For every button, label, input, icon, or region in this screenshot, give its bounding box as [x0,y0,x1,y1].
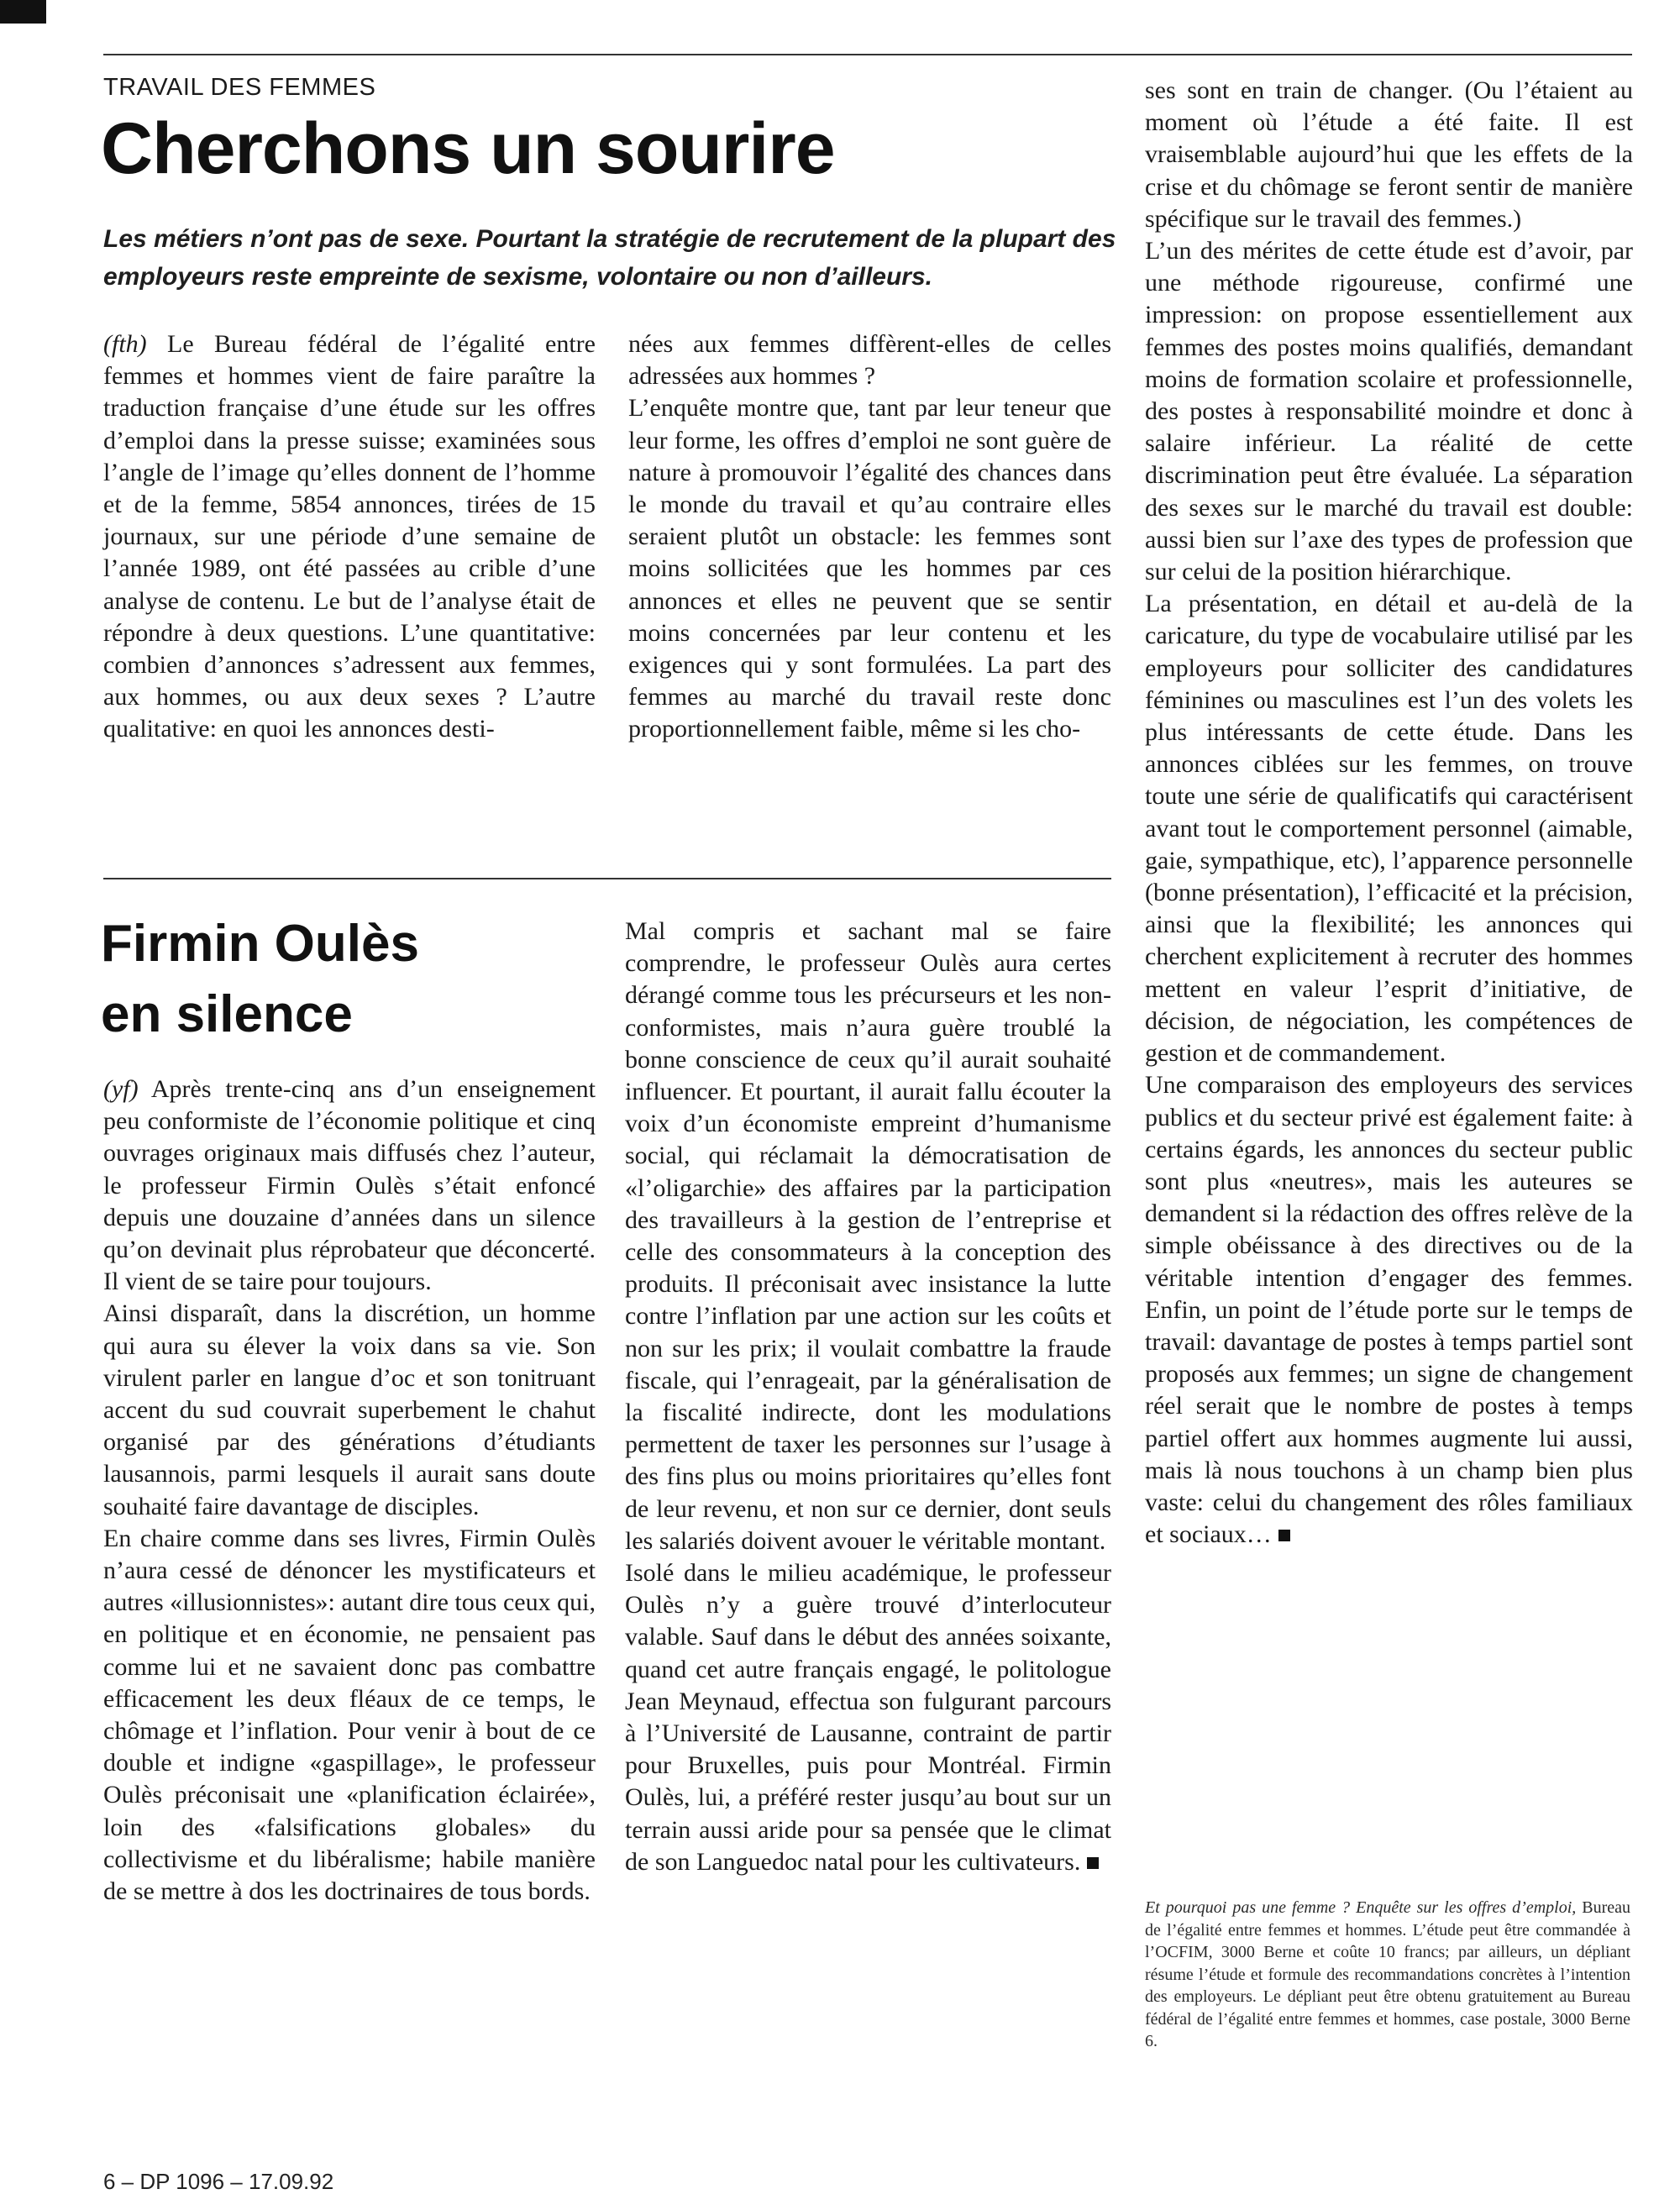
obituary-paragraph: Isolé dans le milieu académique, le professeur Oulès n’y a guère trouvé d’interlocuteur valable. Sauf dans le début des années soixante, quand cet autre français engagé, le politologue Jean Meynaud, effectua son fulgurant parcours à l’Université de Lausanne, contraint de partir pour Bruxelles, puis pour Montréal. Firmin Oulès, lui, a préféré rester jusqu’au bout sur un terrain aussi aride pour sa pensée que le climat de son Languedoc natal pour les cultivateurs. [625,1559,1111,1876]
article-paragraph: Une comparaison des employeurs des services publics et du secteur privé est également faite: à certains égards, les annonces du secteur public sont plus «neutres», mais les auteures se demandent si la rédaction des offres relève de la simple obéissance à des directives ou de la véritable intention d’engager des femmes. Enfin, un point de l’étude porte sur le temps de travail: davantage de postes à temps partiel sont proposés aux femmes; un signe de changement réel serait que le nombre de postes à temps partiel offert aux hommes augmente lui aussi, mais là nous touchons à un champ bien plus vaste: celui du changement des rôles familiaux et sociaux… [1145,1071,1633,1549]
article-title: Cherchons un sourire [101,108,835,189]
obituary-paragraph: En chaire comme dans ses livres, Firmin Oulès n’aura cessé de dénoncer les mystificateurs et autres «illusionnistes»: autant dire tous ceux qui, en politique et en économie, ne pensaient pas comme lui et ne savaient donc pas combattre efficacement les deux fléaux de ce temps, le chômage et l’inflation. Pour venir à bout de ce double et indigne «gaspillage», le professeur Oulès préconisait une «planification éclairée», loin des «falsifications globales» du collectivisme et du libéralisme; habile manière de se mettre à dos les doctrinaires de tous bords. [103,1524,596,1906]
obituary-title-line-1: Firmin Oulès [101,915,419,973]
article-paragraph: La présentation, en détail et au-delà de la caricature, du type de vocabulaire utilisé par les employeurs pour solliciter des candidatures féminines ou masculines est l’un des volets les plus intéressants de cette étude. Dans les annonces ciblées sur les femmes, on trouve toute une série de qualificatifs qui caractérisent avant tout le comportement personnel (aimable, gaie, sympathique, etc), l’apparence personnelle (bonne présentation), l’efficacité et la précision, ainsi que la flexibilité; les annonces qui cherchent explicitement à recruter des hommes mettent en valeur l’esprit d’initiative, de décision, de négociation, les compétences de gestion et de commandement. [1145,590,1633,1068]
section-label: TRAVAIL DES FEMMES [103,74,376,101]
obituary-paragraph: Après trente-cinq ans d’un enseignement peu conformiste de l’économie politique et cinq ouvrages originaux mais diffusés chez l’auteur, le professeur Firmin Oulès s’était enfoncé depuis une douzaine d’années dans un silence qu’on devinait plus réprobateur que déconcerté. Il vient de se taire pour toujours. [103,1075,596,1296]
page-corner-mark [0,0,46,24]
article-column-3 [1145,75,1633,1551]
reference-title: Et pourquoi pas une femme ? Enquête sur les offres d’emploi, [1145,1898,1577,1917]
obituary-title [101,909,571,1050]
obituary-column-2 [625,916,1111,1878]
obituary-paragraph: Mal compris et sachant mal se faire comprendre, le professeur Oulès aura certes dérangé comme tous les précurseurs et les non-conformistes, mais n’aura guère troublé la bonne conscience de ceux qu’il aurait souhaité influencer. Et pourtant, il aurait fallu écouter la voix d’un économiste empreint d’humanisme social, qui réclamait la démocratisation de «l’oligarchie» des affaires par la participation des travailleurs à la gestion de l’entreprise et celle des consommateurs à la conception des produits. Il préconisait avec insistance la lutte contre l’inflation par une action sur les coûts et non sur les prix; il voulait combattre la fraude fiscale, qui l’enrageait, par la généralisation de la fiscalité indirecte, dont les modulations permettent de taxer les personnes sur l’usage à des fins plus ou moins prioritaires qu’elles font de leur revenu, et non sur ce dernier, dont seuls les salariés doivent avouer le véritable montant. [625,917,1111,1555]
article-lead: Les métiers n’ont pas de sexe. Pourtant la stratégie de recrutement de la plupart des employeurs reste empreinte de sexisme, volontaire ou non d’ailleurs. [103,225,1116,291]
reference-note [1145,1897,1630,2053]
article-paragraph: ses sont en train de changer. (Ou l’étaient au moment où l’étude a été faite. Il est vraisemblable aujourd’hui que les effets de la crise et du chômage se feront sentir de manière spécifique sur le travail des femmes.) [1145,76,1633,233]
end-of-article-mark [1278,1530,1290,1541]
article-paragraph: nées aux femmes diffèrent-elles de celles adressées aux hommes ? [628,330,1111,391]
article-byline: (fth) [103,330,147,358]
article-paragraph: Le Bureau fédéral de l’égalité entre femmes et hommes vient de faire paraître la traduction française d’une étude sur les offres d’emploi dans la presse suisse; examinées sous l’angle de l’image qu’elles donnent de l’homme et de la femme, 5854 annonces, tirées de 15 journaux, sur une période d’une semaine de l’année 1989, ont été passées au crible d’une analyse de contenu. Le but de l’analyse était de répondre à deux questions. L’une quantitative: combien d’annonces s’adressent aux femmes, aux hommes, ou aux deux sexes ? L’autre qualitative: en quoi les annonces desti- [103,330,596,743]
article-paragraph: L’enquête montre que, tant par leur teneur que leur forme, les offres d’emploi ne sont guère de nature à promouvoir l’égalité des chances dans le monde du travail et qu’au contraire elles seraient plutôt un obstacle: les femmes sont moins sollicitées que les hommes par ces annonces et elles ne peuvent que se sentir moins concernées par leur contenu et les exigences qui y sont formulées. La part des femmes au marché du travail reste donc proportionnellement faible, même si les cho- [628,394,1111,743]
reference-body: Bureau de l’égalité entre femmes et hommes. L’étude peut être commandée à l’OCFIM, 3000 Berne et coûte 10 francs; par ailleurs, un dépliant résume l’étude et formule des recommandations concrètes à l’intention des employeurs. Le dépliant peut être obtenu gratuitement au Bureau fédéral de l’égalité entre femmes et hommes, case postale, 3000 Berne 6. [1145,1898,1630,2050]
obituary-title-line-2: en silence [101,985,353,1043]
obituary-byline: (yf) [103,1075,139,1103]
end-of-article-mark [1087,1857,1099,1869]
article-column-1 [103,328,596,746]
article-paragraph: L’un des mérites de cette étude est d’avoir, par une méthode rigoureuse, confirmé une impression: on propose essentiellement aux femmes des postes moins qualifiés, demandant moins de formation scolaire et professionnelle, des postes à responsabilité moindre et donc à salaire inférieur. La réalité de cette discrimination peut être évaluée. La séparation des sexes sur le marché du travail est double: aussi bien sur l’axe des types de profession que sur celui de la position hiérarchique. [1145,237,1633,586]
obituary-column-1 [103,1074,596,1908]
section-divider-rule [103,878,1111,879]
article-column-2 [628,328,1111,746]
top-rule [103,54,1632,55]
page-footer: 6 – DP 1096 – 17.09.92 [103,2169,334,2194]
obituary-paragraph: Ainsi disparaît, dans la discrétion, un homme qui aura su élever la voix dans sa vie. Son virulent parler en langue d’oc et son tonitruant accent du sud couvrait superbement le chahut organisé par des générations d’étudiants lausannois, parmi lesquels il aurait sans doute souhaité faire davantage de disciples. [103,1299,596,1520]
